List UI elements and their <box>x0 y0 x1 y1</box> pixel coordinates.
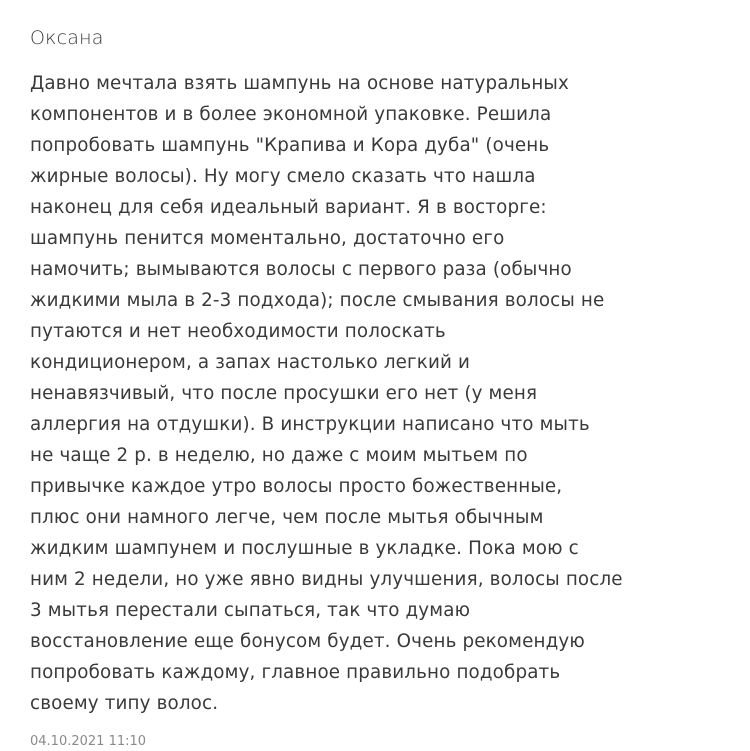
review-text-line: жидкими мыла в 2-3 подхода); после смывания волосы не <box>30 290 605 311</box>
review-text-line: плюс они намного легче, чем после мытья обычным <box>30 507 544 528</box>
review-text <box>30 68 710 719</box>
review-date: 04.10.2021 11:10 <box>30 734 147 749</box>
review-text-line: наконец для себя идеальный вариант. Я в восторге: <box>30 197 547 218</box>
review-text-line: Давно мечтала взять шампунь на основе натуральных <box>30 73 569 94</box>
review-text-line: путаются и нет необходимости полоскать <box>30 321 446 342</box>
review-text-line: жидким шампунем и послушные в укладке. Пока мою с <box>30 538 579 559</box>
review-text-line: ним 2 недели, но уже явно видны улучшения, волосы после <box>30 569 623 590</box>
review-text-line: жирные волосы). Ну могу смело сказать что нашла <box>30 166 536 187</box>
review-text-line: компонентов и в более экономной упаковке. Решила <box>30 104 552 125</box>
review-text-line: кондиционером, а запах настолько легкий и <box>30 352 471 373</box>
review-text-line: восстановление еще бонусом будет. Очень рекомендую <box>30 631 585 652</box>
review-text-line: шампунь пенится моментально, достаточно его <box>30 228 505 249</box>
review-text-line: не чаще 2 р. в неделю, но даже с моим мытьем по <box>30 445 528 466</box>
review-text-line: привычке каждое утро волосы просто божественные, <box>30 476 563 497</box>
review-text-line: ненавязчивый, что после просушки его нет (у меня <box>30 383 538 404</box>
review-text-line: 3 мытья перестали сыпаться, так что думаю <box>30 600 471 621</box>
review-card <box>30 24 710 751</box>
review-text-line: аллергия на отдушки). В инструкции написано что мыть <box>30 414 590 435</box>
review-author: Оксана <box>30 27 104 49</box>
review-text-line: намочить; вымываются волосы с первого раза (обычно <box>30 259 572 280</box>
review-text-line: попробовать каждому, главное правильно подобрать <box>30 662 561 683</box>
review-text-line: своему типу волос. <box>30 693 219 714</box>
review-text-line: попробовать шампунь "Крапива и Кора дуба" (очень <box>30 135 550 156</box>
